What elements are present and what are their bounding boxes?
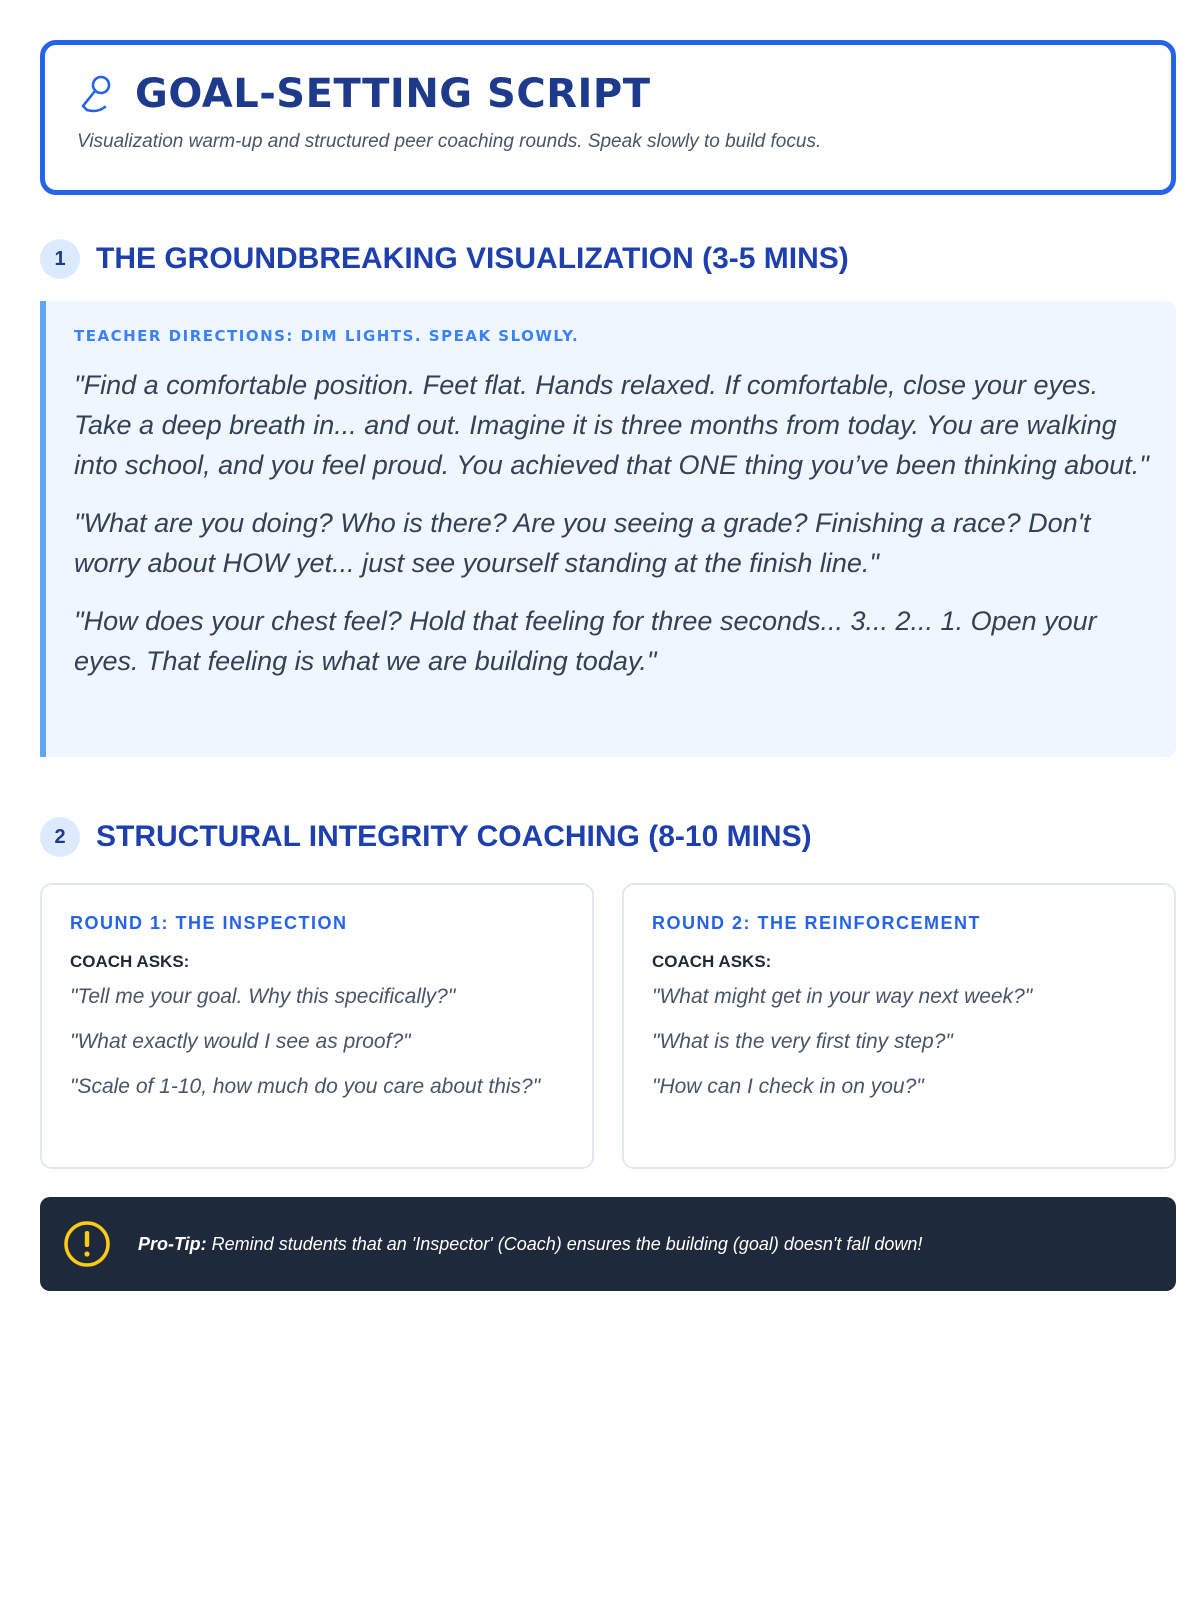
section-2-heading — [40, 817, 1176, 857]
script-paragraph: "Find a comfortable position. Feet flat. Hands relaxed. If comfortable, close your eyes. Take a deep breath in... and out. Imagine it is three months from today. You are walking into school, and you feel proud. You achieved that ONE thing you’ve been thinking about." — [74, 370, 1149, 480]
script-paragraph: "What are you doing? Who is there? Are you seeing a grade? Finishing a race? Don't worry about HOW yet... just see yourself standing at the finish line." — [74, 508, 1091, 578]
coaching-rounds — [40, 883, 1176, 1169]
pro-tip-banner — [40, 1197, 1176, 1291]
coach-question: "Tell me your goal. Why this specifically?" — [70, 985, 456, 1008]
section-1-title: THE GROUNDBREAKING VISUALIZATION (3-5 MINS) — [96, 242, 849, 275]
round-2-card — [622, 883, 1176, 1169]
visualization-script-box — [40, 301, 1176, 757]
coach-question: "How can I check in on you?" — [652, 1075, 924, 1098]
pro-tip-text — [138, 1234, 922, 1255]
coach-asks-label: COACH ASKS: — [652, 952, 772, 971]
section-number-badge: 2 — [40, 817, 80, 857]
coach-question: "What is the very first tiny step?" — [652, 1030, 953, 1053]
round-title: ROUND 1: THE INSPECTION — [70, 913, 348, 933]
pro-tip-label: Pro-Tip: — [138, 1233, 207, 1254]
coach-asks-label: COACH ASKS: — [70, 952, 190, 971]
section-1-heading — [40, 239, 1176, 279]
round-title: ROUND 2: THE REINFORCEMENT — [652, 913, 982, 933]
microphone-icon — [77, 73, 115, 115]
header-card — [40, 40, 1176, 195]
section-number-badge: 1 — [40, 239, 80, 279]
alert-icon — [62, 1219, 112, 1269]
round-1-card — [40, 883, 594, 1169]
script-page — [40, 40, 1176, 1291]
coach-question: "What might get in your way next week?" — [652, 985, 1033, 1008]
coach-question: "Scale of 1-10, how much do you care about this?" — [70, 1075, 541, 1098]
pro-tip-body: Remind students that an 'Inspector' (Coach) ensures the building (goal) doesn't fall down! — [206, 1233, 923, 1254]
script-paragraph: "How does your chest feel? Hold that feeling for three seconds... 3... 2... 1. Open your eyes. That feeling is what we are building today." — [74, 606, 1097, 676]
coach-question: "What exactly would I see as proof?" — [70, 1030, 411, 1053]
section-2-title: STRUCTURAL INTEGRITY COACHING (8-10 MINS) — [96, 820, 812, 853]
teacher-directions: TEACHER DIRECTIONS: DIM LIGHTS. SPEAK SLOWLY. — [74, 327, 580, 345]
page-title: GOAL-SETTING SCRIPT — [135, 71, 651, 117]
page-subtitle: Visualization warm-up and structured peer coaching rounds. Speak slowly to build focus. — [77, 131, 822, 152]
header-title-row — [77, 71, 1139, 117]
